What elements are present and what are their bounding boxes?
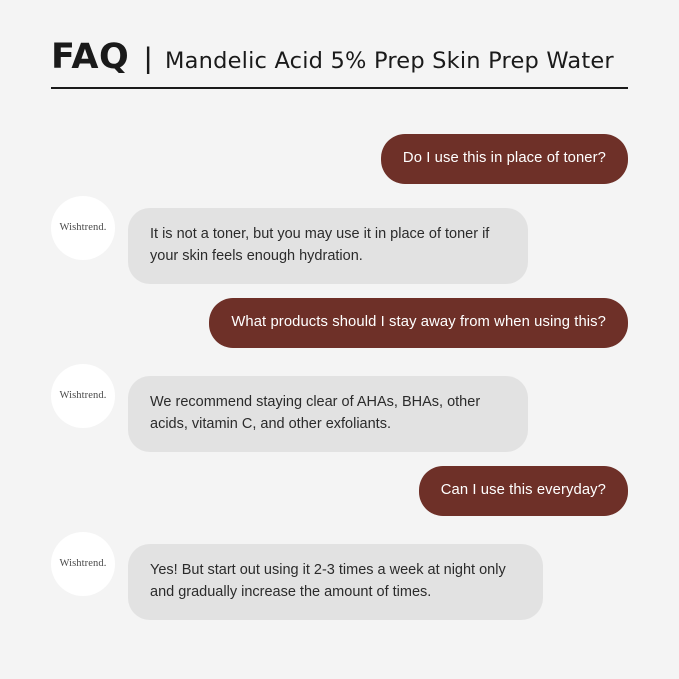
avatar-label: Wishtrend.	[59, 222, 107, 234]
avatar	[51, 532, 115, 596]
avatar-label: Wishtrend.	[59, 558, 107, 570]
answer-row	[51, 194, 628, 284]
page-title: FAQ	[51, 37, 130, 77]
header-title-line	[51, 37, 628, 77]
faq-conversation	[51, 134, 628, 634]
title-separator: |	[144, 42, 153, 75]
question-row	[51, 298, 628, 348]
answer-bubble: Yes! But start out using it 2-3 times a week at night only and gradually increase the amount of times.	[128, 544, 543, 620]
question-bubble: Can I use this everyday?	[419, 466, 628, 516]
question-row	[51, 466, 628, 516]
answer-row	[51, 530, 628, 620]
header-divider	[51, 87, 628, 89]
question-row	[51, 134, 628, 184]
page-header	[51, 37, 628, 89]
question-bubble: Do I use this in place of toner?	[381, 134, 628, 184]
avatar	[51, 196, 115, 260]
answer-row	[51, 362, 628, 452]
question-bubble: What products should I stay away from when using this?	[209, 298, 628, 348]
product-name: Mandelic Acid 5% Prep Skin Prep Water	[165, 48, 614, 74]
avatar-label: Wishtrend.	[59, 390, 107, 402]
avatar	[51, 364, 115, 428]
answer-bubble: We recommend staying clear of AHAs, BHAs, other acids, vitamin C, and other exfoliants.	[128, 376, 528, 452]
answer-bubble: It is not a toner, but you may use it in place of toner if your skin feels enough hydration.	[128, 208, 528, 284]
